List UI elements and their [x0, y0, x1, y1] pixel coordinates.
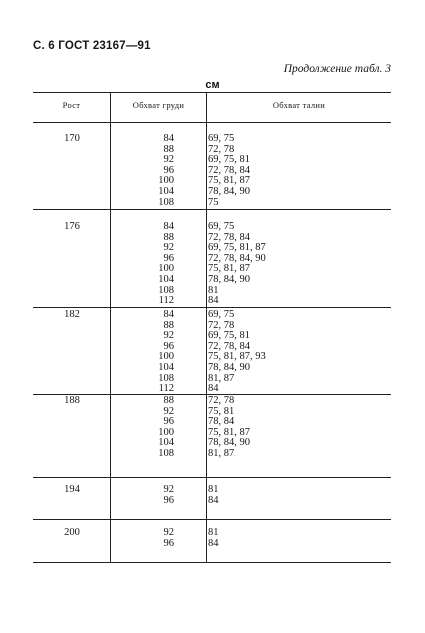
chest-cell: 104	[158, 186, 174, 197]
chest-cell: 96	[163, 252, 174, 264]
column-divider	[110, 210, 111, 307]
waist-cell: 78, 84	[208, 416, 235, 428]
column-divider	[206, 520, 207, 562]
chest-cell: 84	[163, 309, 174, 320]
chest-cell: 96	[163, 164, 174, 176]
height-cell: 194	[64, 484, 80, 495]
waist-cell: 72, 78, 84	[208, 340, 250, 352]
chest-cell: 84	[163, 221, 174, 232]
waist-cell: 72, 78	[208, 143, 235, 155]
column-header-chest: Обхват груди	[132, 100, 185, 110]
height-cell: 182	[64, 309, 80, 320]
waist-cell: 75, 81, 87	[208, 426, 250, 438]
chest-cell: 92	[163, 405, 174, 417]
height-cell: 176	[64, 221, 80, 232]
chest-cell: 92	[163, 527, 174, 538]
chest-cell: 96	[163, 340, 174, 352]
waist-cell: 75, 81	[208, 405, 235, 417]
chest-cell: 112	[158, 295, 174, 307]
group-separator-rule	[33, 477, 391, 478]
chest-cell: 100	[158, 263, 174, 275]
column-header-height: Рост	[62, 100, 81, 110]
waist-cell: 69, 75, 81	[208, 154, 250, 166]
chest-cell: 104	[158, 274, 174, 285]
column-divider	[206, 478, 207, 519]
waist-cell: 81	[208, 527, 219, 538]
chest-cell: 96	[163, 416, 174, 428]
waist-cell: 84	[208, 383, 219, 395]
waist-cell: 78, 84, 90	[208, 186, 250, 197]
column-divider	[110, 395, 111, 477]
height-cell: 188	[64, 395, 80, 406]
waist-cell: 84	[208, 295, 219, 307]
waist-cell: 69, 75	[208, 221, 235, 232]
chest-cell: 92	[163, 484, 174, 495]
waist-cell: 75	[208, 196, 219, 208]
waist-cell: 72, 78	[208, 395, 235, 406]
chest-cell: 108	[158, 372, 174, 384]
chest-cell: 88	[163, 143, 174, 155]
chest-cell: 92	[163, 242, 174, 254]
group-separator-rule	[33, 307, 391, 308]
chest-cell: 92	[163, 330, 174, 342]
column-divider	[206, 123, 207, 209]
waist-cell: 81, 87	[208, 448, 235, 459]
waist-cell: 72, 78, 84, 90	[208, 252, 266, 264]
waist-cell: 84	[208, 494, 219, 506]
header-bottom-rule	[33, 122, 391, 123]
chest-cell: 88	[163, 231, 174, 243]
chest-cell: 88	[163, 319, 174, 331]
chest-cell: 100	[158, 351, 174, 363]
group-separator-rule	[33, 519, 391, 520]
waist-cell: 78, 84, 90	[208, 274, 250, 285]
waist-cell: 75, 81, 87	[208, 175, 250, 187]
waist-cell: 72, 78, 84	[208, 164, 250, 176]
chest-cell: 108	[158, 448, 174, 459]
chest-cell: 96	[163, 537, 174, 549]
column-divider	[206, 308, 207, 394]
waist-cell: 81	[208, 484, 219, 495]
chest-cell: 108	[158, 284, 174, 296]
table-top-rule	[33, 92, 391, 93]
chest-cell: 96	[163, 494, 174, 506]
column-divider	[110, 123, 111, 209]
group-separator-rule	[33, 209, 391, 210]
column-header-waist: Обхват талии	[272, 100, 326, 110]
waist-cell: 81	[208, 284, 219, 296]
group-separator-rule	[33, 562, 391, 563]
chest-cell: 104	[158, 362, 174, 373]
height-cell: 170	[64, 133, 80, 144]
waist-cell: 84	[208, 537, 219, 549]
table-continuation-label: Продолжение табл. 3	[283, 63, 391, 75]
waist-cell: 69, 75, 81	[208, 330, 250, 342]
column-divider	[110, 520, 111, 562]
column-divider	[206, 210, 207, 307]
chest-cell: 108	[158, 196, 174, 208]
waist-cell: 72, 78	[208, 319, 235, 331]
column-divider	[110, 308, 111, 394]
column-divider	[110, 478, 111, 519]
waist-cell: 75, 81, 87	[208, 263, 250, 275]
chest-cell: 100	[158, 175, 174, 187]
chest-cell: 100	[158, 426, 174, 438]
chest-cell: 84	[163, 133, 174, 144]
waist-cell: 69, 75, 81, 87	[208, 242, 266, 254]
waist-cell: 81, 87	[208, 372, 235, 384]
unit-label: см	[205, 79, 220, 91]
chest-cell: 112	[158, 383, 174, 395]
waist-cell: 69, 75	[208, 133, 235, 144]
page-header: С. 6 ГОСТ 23167—91	[33, 40, 151, 52]
chest-cell: 104	[158, 437, 174, 449]
waist-cell: 75, 81, 87, 93	[208, 351, 266, 363]
waist-cell: 78, 84, 90	[208, 362, 250, 373]
waist-cell: 78, 84, 90	[208, 437, 250, 449]
chest-cell: 88	[163, 395, 174, 406]
height-cell: 200	[64, 527, 80, 538]
column-divider	[206, 395, 207, 477]
waist-cell: 72, 78, 84	[208, 231, 250, 243]
chest-cell: 92	[163, 154, 174, 166]
waist-cell: 69, 75	[208, 309, 235, 320]
